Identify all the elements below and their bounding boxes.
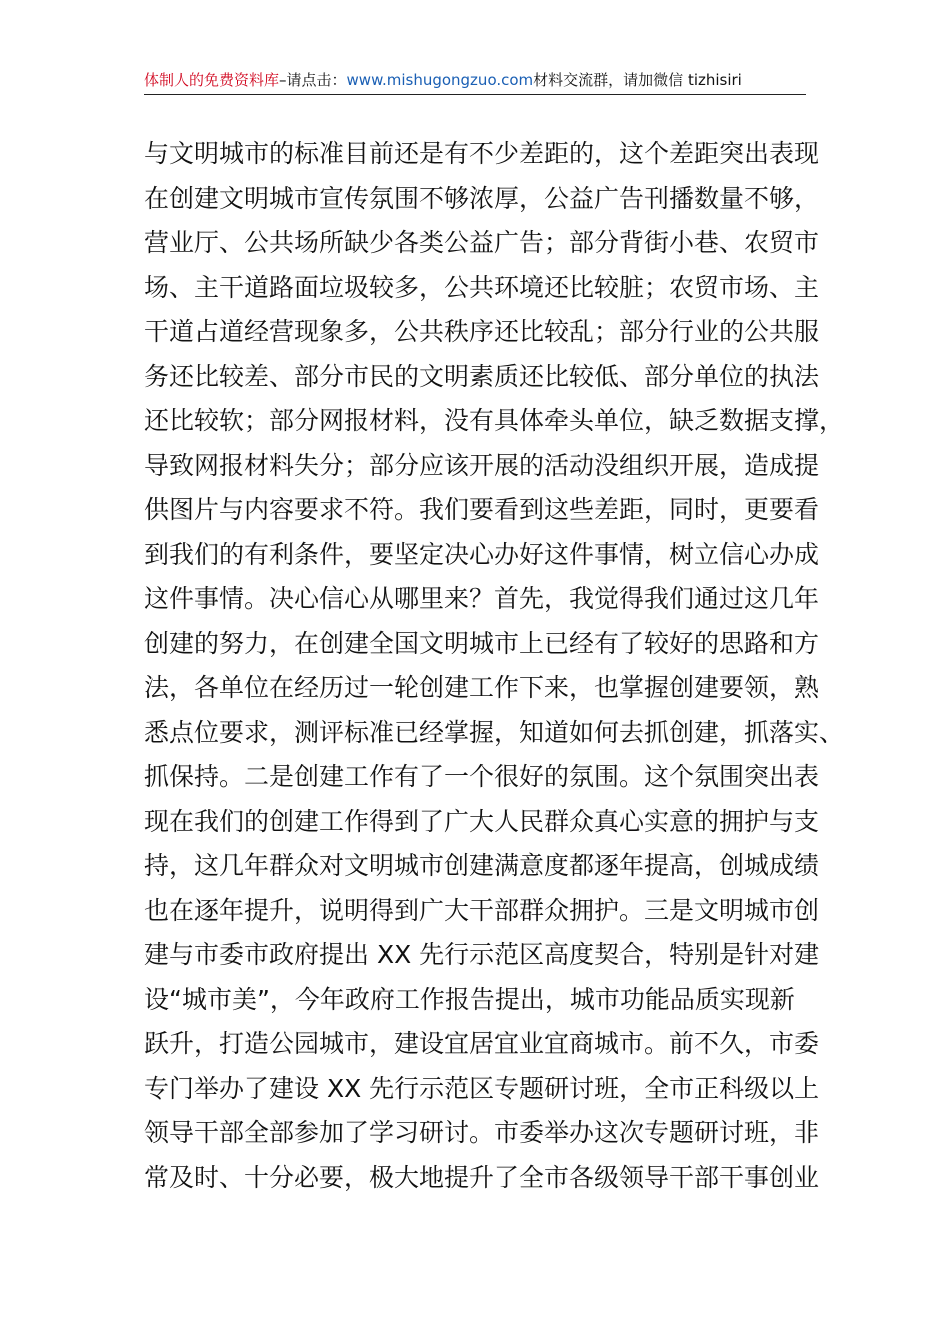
text-line: 法，各单位在经历过一轮创建工作下来，也掌握创建要领，熟 <box>144 673 820 702</box>
text-line: 供图片与内容要求不符。我们要看到这些差距，同时，更要看 <box>144 495 820 524</box>
text-line: 到我们的有利条件，要坚定决心办好这件事情，树立信心办成 <box>144 539 820 569</box>
text-line: 场、主干道路面垃圾较多，公共环境还比较脏；农贸市场、主 <box>144 272 820 302</box>
text-line: 悉点位要求，测评标准已经掌握，知道如何去抓创建，抓落实、 <box>144 717 845 747</box>
page-header <box>144 66 806 95</box>
text-line: 干道占道经营现象多，公共秩序还比较乱；部分行业的公共服 <box>144 317 820 346</box>
text-line: 设“城市美”，今年政府工作报告提出，城市功能品质实现新 <box>144 984 795 1014</box>
header-prompt: –请点击： <box>279 71 347 89</box>
text-line: 常及时、十分必要，极大地提升了全市各级领导干部干事创业 <box>144 1162 820 1192</box>
text-line: 领导干部全部参加了学习研讨。市委举办这次专题研讨班，非 <box>144 1118 820 1147</box>
text-line: 也在逐年提升，说明得到广大干部群众拥护。三是文明城市创 <box>144 895 820 925</box>
text-line: 创建的努力，在创建全国文明城市上已经有了较好的思路和方 <box>144 628 820 658</box>
header-link[interactable]: www.mishugongzuo.com <box>346 71 534 89</box>
text-line: 与文明城市的标准目前还是有不少差距的，这个差距突出表现 <box>144 139 820 168</box>
header-contact: 材料交流群，请加微信 tizhisiri <box>533 71 742 89</box>
text-line: 持，这几年群众对文明城市创建满意度都逐年提高，创城成绩 <box>144 851 820 880</box>
text-line: 抓保持。二是创建工作有了一个很好的氛围。这个氛围突出表 <box>144 762 820 791</box>
text-line: 跃升，打造公园城市，建设宜居宜业宜商城市。前不久，市委 <box>144 1029 820 1058</box>
text-line: 建与市委市政府提出 XX 先行示范区高度契合，特别是针对建 <box>144 940 820 969</box>
text-line: 在创建文明城市宣传氛围不够浓厚，公益广告刊播数量不够， <box>144 183 820 213</box>
text-line: 专门举办了建设 XX 先行示范区专题研讨班，全市正科级以上 <box>144 1073 820 1103</box>
text-line: 导致网报材料失分；部分应该开展的活动没组织开展，造成提 <box>144 450 820 480</box>
text-line: 现在我们的创建工作得到了广大人民群众真心实意的拥护与支 <box>144 806 820 836</box>
body-text <box>144 132 845 1200</box>
text-line: 这件事情。决心信心从哪里来？首先，我觉得我们通过这几年 <box>144 584 820 613</box>
header-brand: 体制人的免费资料库 <box>144 71 280 89</box>
text-line: 还比较软；部分网报材料，没有具体牵头单位，缺乏数据支撑， <box>144 406 845 435</box>
text-line: 营业厅、公共场所缺少各类公益广告；部分背街小巷、农贸市 <box>144 228 820 257</box>
text-line: 务还比较差、部分市民的文明素质还比较低、部分单位的执法 <box>144 361 820 391</box>
